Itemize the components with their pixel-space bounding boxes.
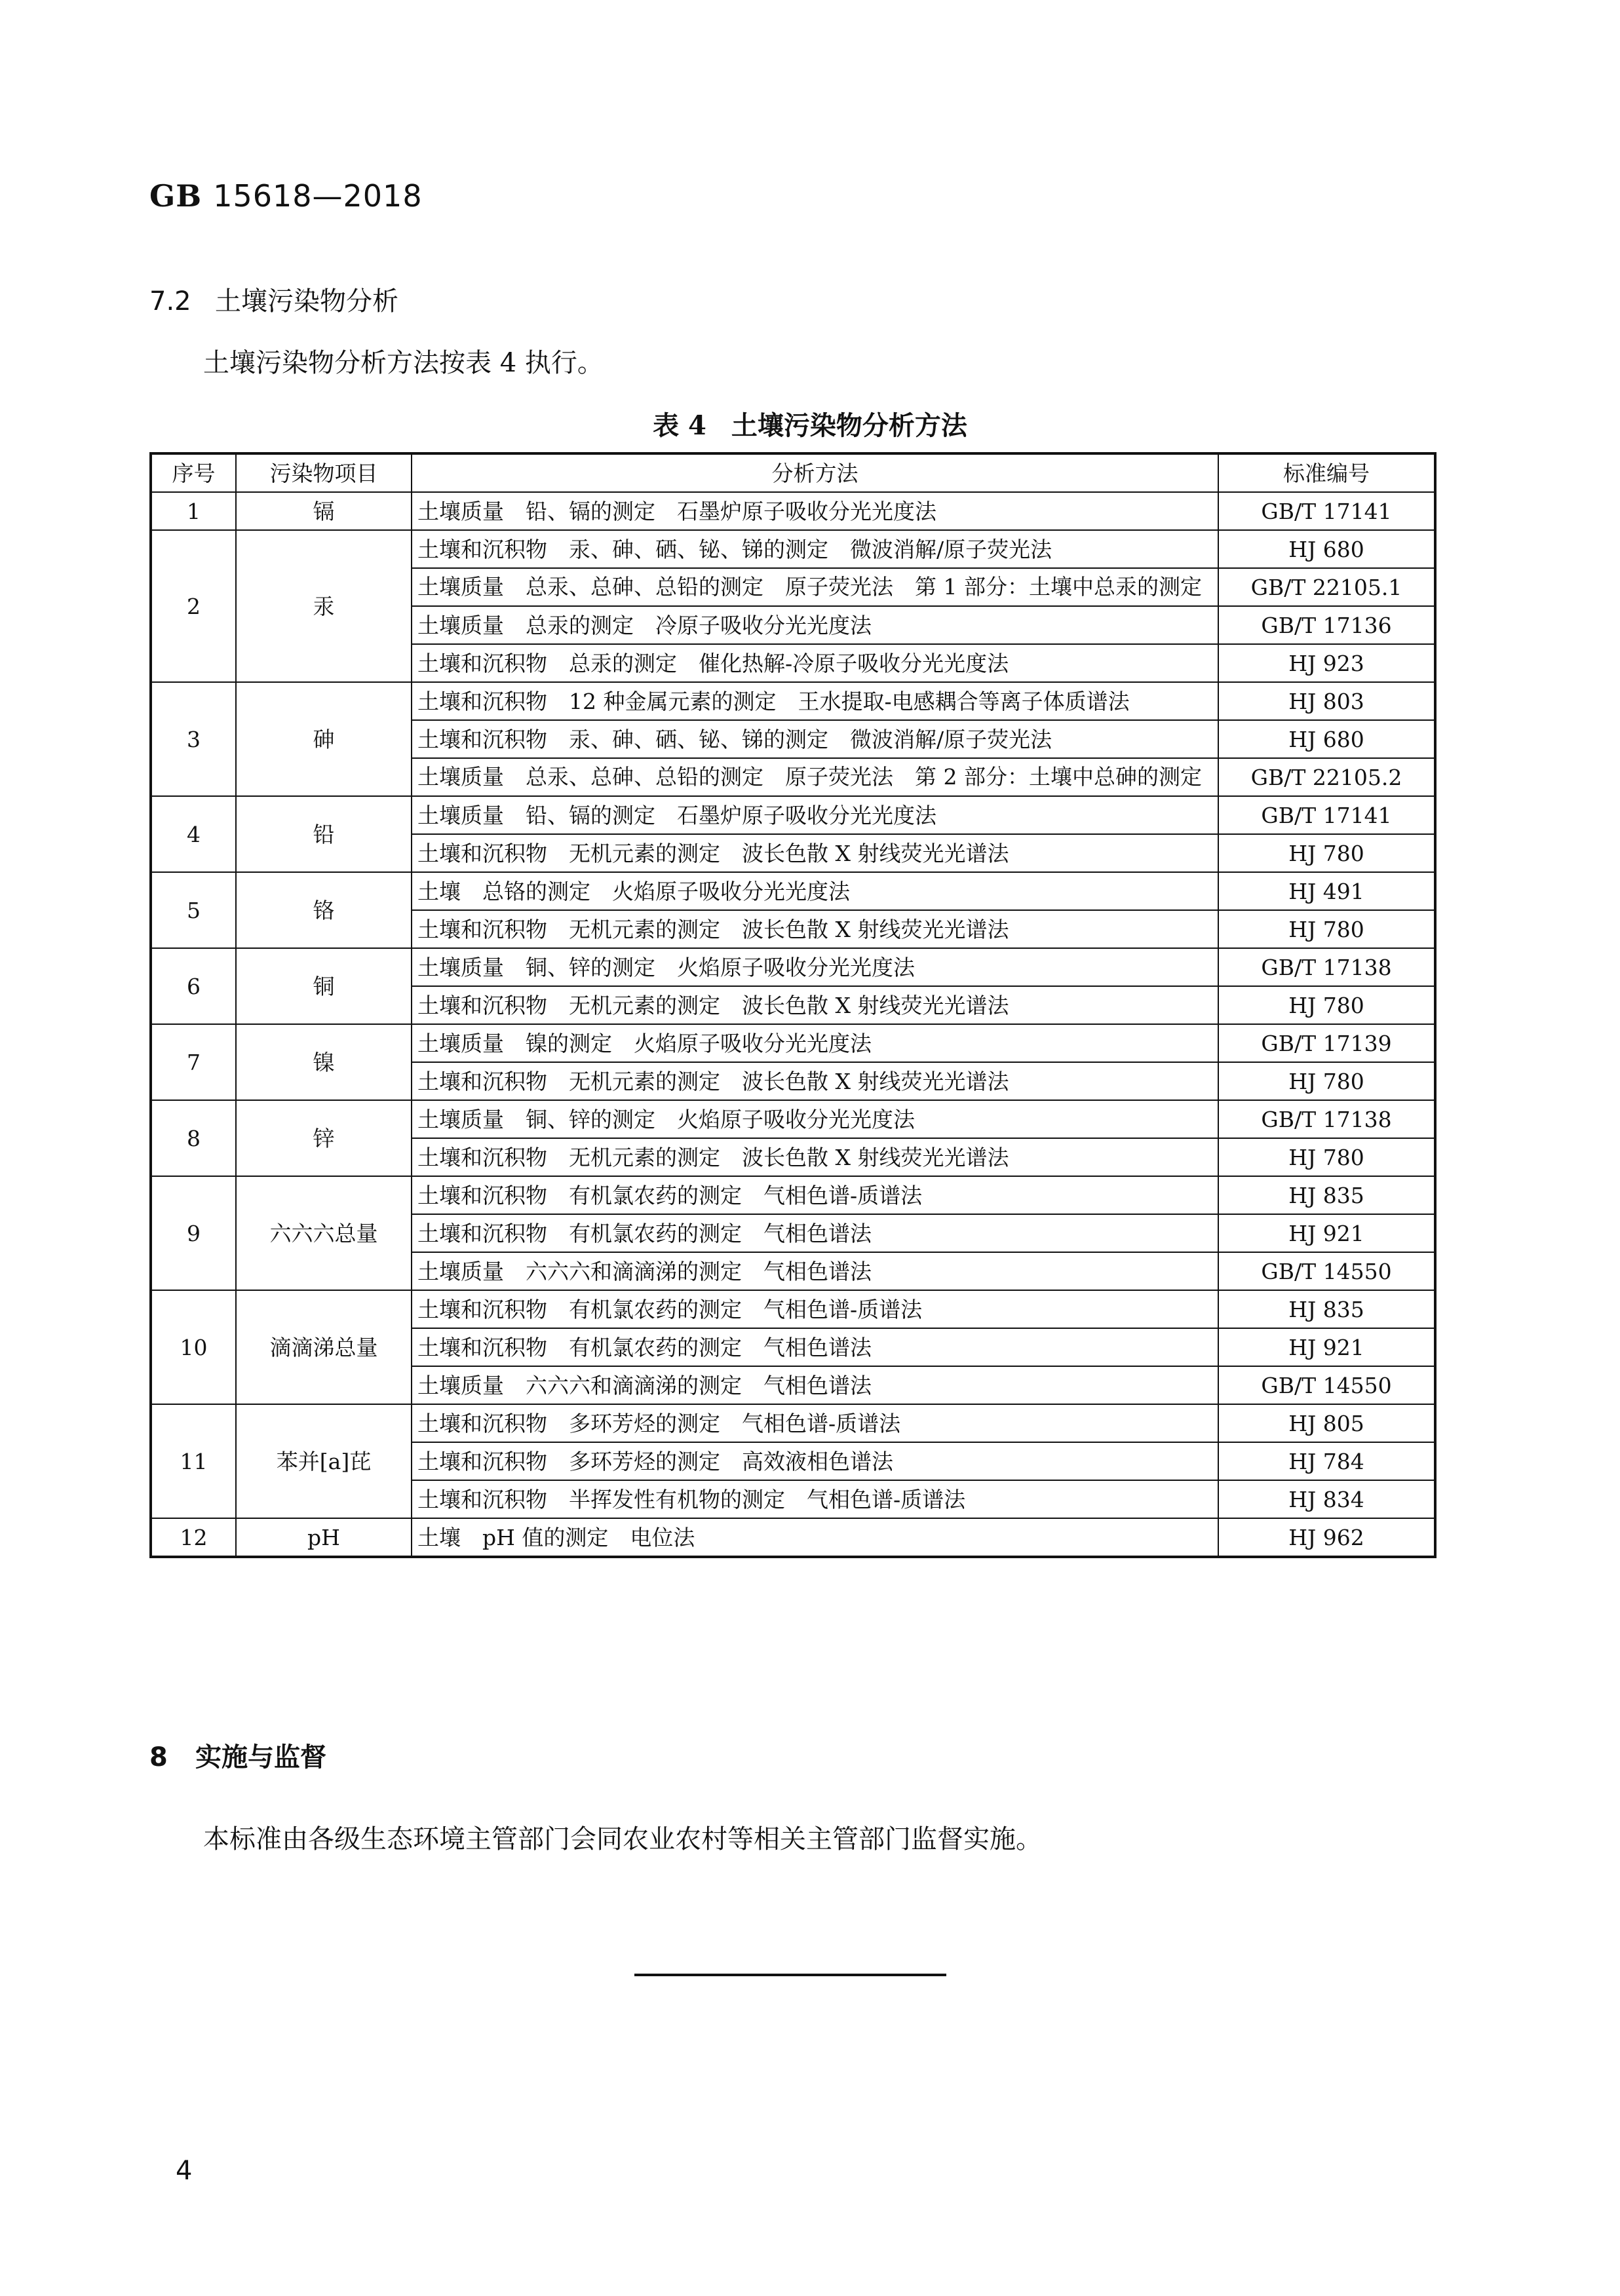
section-8-heading — [149, 1736, 326, 1774]
cell-method: 土壤和沉积物 无机元素的测定 波长色散 X 射线荧光光谱法 — [412, 986, 1218, 1024]
std-number: 15618—2018 — [213, 178, 423, 214]
table-caption — [0, 405, 1620, 442]
cell-standard: HJ 834 — [1218, 1480, 1435, 1518]
section-7-2-heading — [149, 280, 398, 318]
end-rule — [634, 1974, 946, 1976]
table-caption-label: 表 4 — [653, 410, 706, 441]
cell-method: 土壤质量 总汞的测定 冷原子吸收分光光度法 — [412, 606, 1218, 644]
cell-pollutant-item: 镉 — [236, 492, 412, 530]
cell-method: 土壤和沉积物 半挥发性有机物的测定 气相色谱-质谱法 — [412, 1480, 1218, 1518]
cell-pollutant-item: 六六六总量 — [236, 1176, 412, 1290]
cell-pollutant-item: 滴滴涕总量 — [236, 1290, 412, 1404]
cell-standard: HJ 680 — [1218, 720, 1435, 758]
cell-standard: GB/T 17139 — [1218, 1024, 1435, 1062]
cell-standard: HJ 962 — [1218, 1518, 1435, 1557]
cell-seq: 1 — [151, 492, 236, 530]
table-row — [151, 1290, 1435, 1328]
cell-seq: 11 — [151, 1404, 236, 1518]
cell-method: 土壤质量 总汞、总砷、总铅的测定 原子荧光法 第 2 部分：土壤中总砷的测定 — [412, 758, 1218, 796]
table-row — [151, 1100, 1435, 1138]
cell-pollutant-item: 铬 — [236, 872, 412, 948]
cell-pollutant-item: 铜 — [236, 948, 412, 1024]
cell-standard: GB/T 17141 — [1218, 796, 1435, 834]
header-seq: 序号 — [151, 453, 236, 492]
section-title: 土壤污染物分析 — [215, 286, 398, 316]
section-number: 8 — [149, 1742, 168, 1772]
cell-standard: HJ 680 — [1218, 530, 1435, 568]
cell-method: 土壤 总铬的测定 火焰原子吸收分光光度法 — [412, 872, 1218, 910]
cell-seq: 9 — [151, 1176, 236, 1290]
cell-method: 土壤质量 铜、锌的测定 火焰原子吸收分光光度法 — [412, 948, 1218, 986]
cell-method: 土壤和沉积物 多环芳烃的测定 气相色谱-质谱法 — [412, 1404, 1218, 1442]
cell-standard: GB/T 17141 — [1218, 492, 1435, 530]
cell-standard: HJ 803 — [1218, 682, 1435, 720]
cell-method: 土壤质量 铅、镉的测定 石墨炉原子吸收分光光度法 — [412, 492, 1218, 530]
cell-method: 土壤和沉积物 有机氯农药的测定 气相色谱法 — [412, 1328, 1218, 1366]
cell-method: 土壤和沉积物 多环芳烃的测定 高效液相色谱法 — [412, 1442, 1218, 1480]
cell-method: 土壤和沉积物 无机元素的测定 波长色散 X 射线荧光光谱法 — [412, 1062, 1218, 1100]
cell-method: 土壤质量 六六六和滴滴涕的测定 气相色谱法 — [412, 1252, 1218, 1290]
header-standard: 标准编号 — [1218, 453, 1435, 492]
table-row — [151, 1024, 1435, 1062]
cell-standard: HJ 780 — [1218, 1138, 1435, 1176]
table-row — [151, 948, 1435, 986]
header-method: 分析方法 — [412, 453, 1218, 492]
section-7-2-paragraph: 土壤污染物分析方法按表 4 执行。 — [203, 348, 604, 378]
std-prefix: GB — [149, 178, 202, 214]
cell-seq: 2 — [151, 530, 236, 682]
cell-seq: 6 — [151, 948, 236, 1024]
cell-seq: 7 — [151, 1024, 236, 1100]
cell-standard: GB/T 22105.2 — [1218, 758, 1435, 796]
cell-standard: GB/T 17138 — [1218, 948, 1435, 986]
table-body — [151, 492, 1435, 1557]
cell-pollutant-item: 砷 — [236, 682, 412, 796]
cell-standard: HJ 835 — [1218, 1290, 1435, 1328]
cell-pollutant-item: pH — [236, 1518, 412, 1557]
cell-seq: 8 — [151, 1100, 236, 1176]
table-row — [151, 682, 1435, 720]
cell-standard: HJ 784 — [1218, 1442, 1435, 1480]
table-row — [151, 492, 1435, 530]
cell-standard: GB/T 17138 — [1218, 1100, 1435, 1138]
cell-standard: GB/T 22105.1 — [1218, 568, 1435, 606]
cell-method: 土壤和沉积物 无机元素的测定 波长色散 X 射线荧光光谱法 — [412, 1138, 1218, 1176]
cell-standard: HJ 780 — [1218, 910, 1435, 948]
table-row — [151, 530, 1435, 568]
cell-seq: 12 — [151, 1518, 236, 1557]
table-header-row — [151, 453, 1435, 492]
cell-pollutant-item: 锌 — [236, 1100, 412, 1176]
header-item: 污染物项目 — [236, 453, 412, 492]
cell-standard: HJ 491 — [1218, 872, 1435, 910]
cell-pollutant-item: 镍 — [236, 1024, 412, 1100]
analysis-methods-table — [149, 452, 1437, 1558]
cell-standard: HJ 923 — [1218, 644, 1435, 682]
cell-standard: HJ 835 — [1218, 1176, 1435, 1214]
cell-method: 土壤质量 总汞、总砷、总铅的测定 原子荧光法 第 1 部分：土壤中总汞的测定 — [412, 568, 1218, 606]
cell-standard: HJ 780 — [1218, 1062, 1435, 1100]
cell-standard: HJ 780 — [1218, 986, 1435, 1024]
cell-standard: HJ 921 — [1218, 1328, 1435, 1366]
table-row — [151, 872, 1435, 910]
cell-standard: GB/T 14550 — [1218, 1252, 1435, 1290]
cell-method: 土壤和沉积物 有机氯农药的测定 气相色谱-质谱法 — [412, 1290, 1218, 1328]
cell-method: 土壤和沉积物 总汞的测定 催化热解-冷原子吸收分光光度法 — [412, 644, 1218, 682]
cell-method: 土壤和沉积物 有机氯农药的测定 气相色谱-质谱法 — [412, 1176, 1218, 1214]
cell-method: 土壤质量 铜、锌的测定 火焰原子吸收分光光度法 — [412, 1100, 1218, 1138]
cell-method: 土壤和沉积物 12 种金属元素的测定 王水提取-电感耦合等离子体质谱法 — [412, 682, 1218, 720]
table-row — [151, 796, 1435, 834]
cell-method: 土壤和沉积物 汞、砷、硒、铋、锑的测定 微波消解/原子荧光法 — [412, 720, 1218, 758]
cell-method: 土壤质量 铅、镉的测定 石墨炉原子吸收分光光度法 — [412, 796, 1218, 834]
cell-method: 土壤和沉积物 无机元素的测定 波长色散 X 射线荧光光谱法 — [412, 834, 1218, 872]
cell-method: 土壤质量 六六六和滴滴涕的测定 气相色谱法 — [412, 1366, 1218, 1404]
cell-method: 土壤质量 镍的测定 火焰原子吸收分光光度法 — [412, 1024, 1218, 1062]
table-row — [151, 1518, 1435, 1557]
cell-seq: 5 — [151, 872, 236, 948]
cell-standard: GB/T 14550 — [1218, 1366, 1435, 1404]
cell-standard: HJ 805 — [1218, 1404, 1435, 1442]
cell-method: 土壤 pH 值的测定 电位法 — [412, 1518, 1218, 1557]
table-row — [151, 1176, 1435, 1214]
document-code — [149, 178, 423, 214]
page-number: 4 — [176, 2156, 193, 2186]
table-caption-title: 土壤污染物分析方法 — [731, 410, 967, 441]
cell-method: 土壤和沉积物 有机氯农药的测定 气相色谱法 — [412, 1214, 1218, 1252]
section-8-paragraph: 本标准由各级生态环境主管部门会同农业农村等相关主管部门监督实施。 — [203, 1824, 1042, 1854]
cell-standard: HJ 921 — [1218, 1214, 1435, 1252]
cell-pollutant-item: 汞 — [236, 530, 412, 682]
section-title: 实施与监督 — [195, 1742, 326, 1772]
cell-method: 土壤和沉积物 汞、砷、硒、铋、锑的测定 微波消解/原子荧光法 — [412, 530, 1218, 568]
cell-seq: 10 — [151, 1290, 236, 1404]
cell-method: 土壤和沉积物 无机元素的测定 波长色散 X 射线荧光光谱法 — [412, 910, 1218, 948]
cell-seq: 4 — [151, 796, 236, 872]
cell-seq: 3 — [151, 682, 236, 796]
section-number: 7.2 — [149, 286, 191, 316]
cell-standard: HJ 780 — [1218, 834, 1435, 872]
cell-pollutant-item: 铅 — [236, 796, 412, 872]
cell-pollutant-item: 苯并[a]芘 — [236, 1404, 412, 1518]
table-row — [151, 1404, 1435, 1442]
cell-standard: GB/T 17136 — [1218, 606, 1435, 644]
